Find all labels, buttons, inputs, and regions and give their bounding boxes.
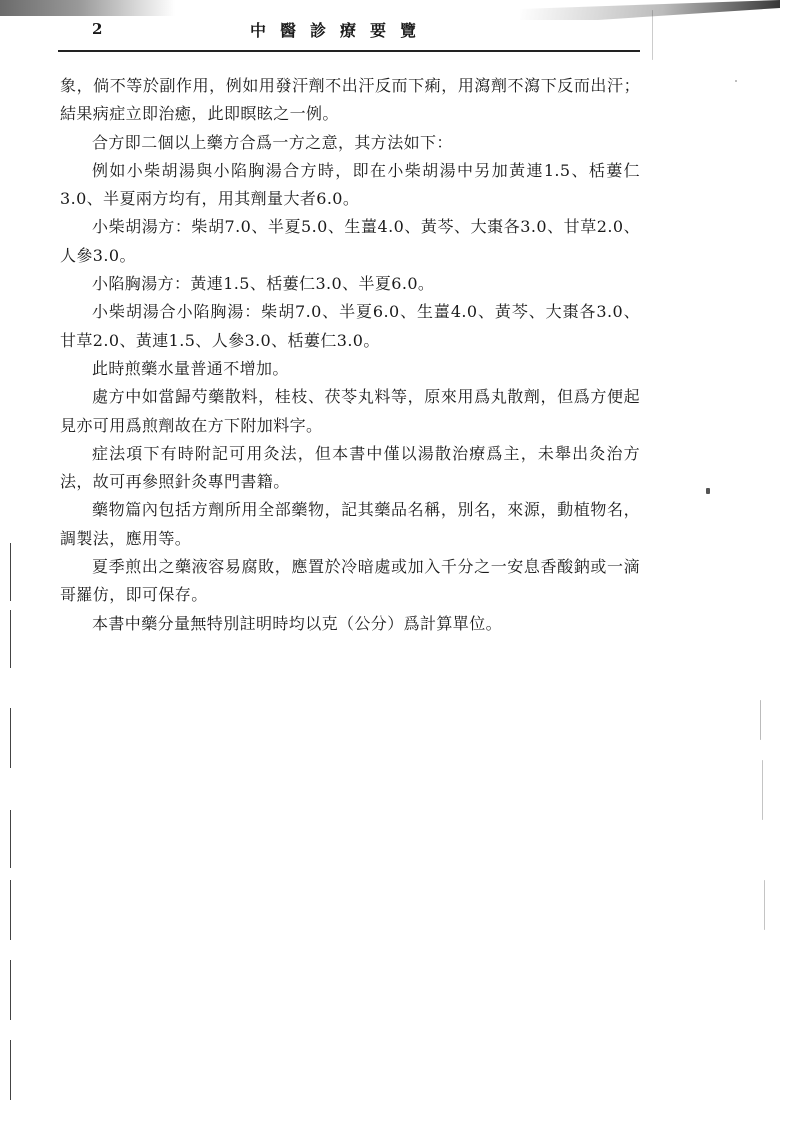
body-text	[60, 72, 640, 638]
scan-speck	[652, 10, 653, 60]
scan-speck	[760, 700, 761, 740]
paragraph: 夏季煎出之藥液容易腐敗，應置於冷暗處或加入千分之一安息香酸鈉或一滴哥羅仿，即可保存。	[60, 557, 640, 605]
paragraph: 合方即二個以上藥方合爲一方之意，其方法如下：	[92, 132, 453, 152]
scan-smudge-right	[520, 0, 780, 20]
margin-mark	[10, 810, 11, 868]
scan-speck	[735, 80, 737, 82]
margin-mark	[10, 610, 11, 668]
paragraph: 症法項下有時附記可用灸法，但本書中僅以湯散治療爲主，未舉出灸治方法，故可再參照針灸專門書籍。	[60, 443, 640, 492]
paragraph: 本書中藥分量無特別註明時均以克（公分）爲計算單位。	[92, 613, 503, 633]
scan-speck	[764, 880, 765, 930]
scan-speck	[706, 488, 710, 494]
paragraph: 處方中如當歸芍藥散料，桂枝、茯苓丸料等，原來用爲丸散劑，但爲方便起見亦可用爲煎劑故在方下附加料字。	[60, 387, 640, 435]
margin-mark	[10, 960, 11, 1020]
paragraph: 藥物篇內包括方劑所用全部藥物，記其藥品名稱，別名，來源，動植物名，調製法，應用等。	[60, 500, 640, 548]
paragraph: 此時煎藥水量普通不增加。	[92, 358, 289, 378]
page-number: 2	[92, 20, 103, 38]
margin-mark	[10, 880, 11, 940]
paragraph: 小柴胡湯合小陷胸湯：柴胡7.0、半夏6.0、生薑4.0、黃芩、大棗各3.0、甘草2.0、黃連1.5、人參3.0、栝蔞仁3.0。	[60, 302, 640, 350]
paragraph: 小柴胡湯方：柴胡7.0、半夏5.0、生薑4.0、黃芩、大棗各3.0、甘草2.0、人參3.0。	[60, 217, 640, 265]
scan-speck	[762, 760, 763, 820]
running-title: 中醫診療要覽	[250, 21, 431, 40]
margin-mark	[10, 543, 11, 601]
margin-mark	[10, 1040, 11, 1100]
header-rule	[58, 50, 640, 52]
page-header	[60, 18, 640, 46]
paragraph-continued: 象，倘不等於副作用，例如用發汗劑不出汗反而下痢，用瀉劑不瀉下反而出汗；結果病症立即治癒，此即瞑眩之一例。	[60, 76, 640, 124]
paragraph: 小陷胸湯方：黃連1.5、栝蔞仁3.0、半夏6.0。	[92, 274, 435, 294]
scan-smudge-left	[0, 0, 175, 16]
margin-mark	[10, 708, 11, 768]
paragraph: 例如小柴胡湯與小陷胸湯合方時，即在小柴胡湯中另加黃連1.5、栝蔞仁3.0、半夏兩方均有，用其劑量大者6.0。	[60, 160, 640, 209]
